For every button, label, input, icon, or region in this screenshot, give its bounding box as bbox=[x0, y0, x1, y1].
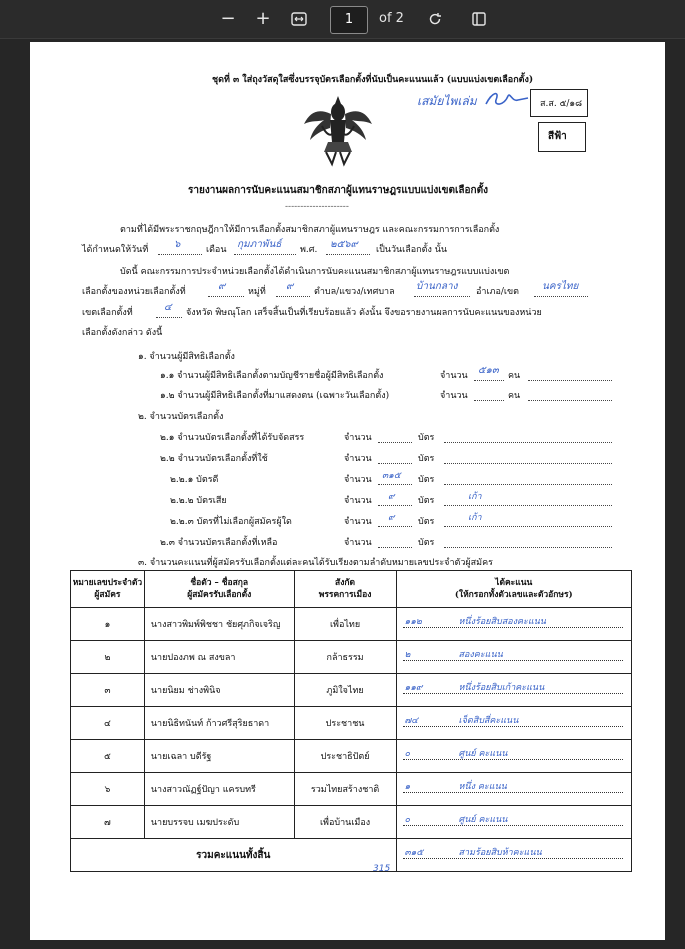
candidate-name: นายนิยม ช่างพินิจ bbox=[144, 674, 294, 707]
label-card: บัตร bbox=[418, 538, 435, 548]
garuda-emblem-icon bbox=[302, 90, 374, 168]
header-party: สังกัด พรรคการเมือง bbox=[294, 571, 396, 608]
candidate-party: ประชาธิปัตย์ bbox=[294, 740, 396, 773]
candidate-number: ๔ bbox=[71, 707, 145, 740]
votes-text: เจ็ดสิบสี่คะแนน bbox=[458, 716, 519, 726]
votes-text: ศูนย์ คะแนน bbox=[458, 749, 508, 759]
votes-text: หนึ่ง คะแนน bbox=[458, 782, 507, 792]
header-line: ชุดที่ ๓ ใส่ถุงวัสดุใสซึ่งบรรจุบัตรเลือกตั้งที่นับเป็นคะแนนแล้ว (แบบแบ่งเขตเลือกตั้ง) bbox=[212, 75, 534, 85]
header-votes: ได้คะแนน (ให้กรอกทั้งตัวเลขและตัวอักษร) bbox=[396, 571, 632, 608]
para2-zone: ๔ bbox=[164, 302, 172, 313]
candidate-number: ๒ bbox=[71, 641, 145, 674]
label-card: บัตร bbox=[418, 433, 435, 443]
para1-label-year: พ.ศ. bbox=[300, 245, 318, 255]
section-2-2: ๒.๒ จำนวนบัตรเลือกตั้งที่ใช้ bbox=[160, 454, 268, 464]
votes-number: ๒ bbox=[404, 650, 411, 660]
candidate-party: เพื่อบ้านเมือง bbox=[294, 806, 396, 839]
table-row bbox=[71, 641, 632, 674]
para2-label-unit: เลือกตั้งของหน่วยเลือกตั้งที่ bbox=[82, 287, 186, 297]
form-code: ส.ส. ๕/๑๘ bbox=[540, 99, 583, 109]
label-person: คน bbox=[508, 371, 521, 381]
page-number-input[interactable]: 1 bbox=[330, 6, 368, 34]
votes-text: ศูนย์ คะแนน bbox=[458, 815, 508, 825]
zoom-out-icon[interactable]: − bbox=[220, 8, 236, 29]
label-amount: จำนวน bbox=[440, 371, 468, 381]
para2-line1: บัดนี้ คณะกรรมการประจำหน่วยเลือกตั้งได้ดำเนินการนับคะแนนสมาชิกสภาผู้แทนราษฎรแบบแบ่งเขต bbox=[120, 267, 510, 277]
para2-line3: จังหวัด พิษณุโลก เสร็จสิ้นเป็นที่เรียบร้อยแล้ว ดังนั้น จึงขอรายงานผลการนับคะแนนของหน่วย bbox=[186, 308, 542, 318]
candidate-number: ๑ bbox=[71, 608, 145, 641]
para2-label-zone: เขตเลือกตั้งที่ bbox=[82, 308, 133, 318]
candidate-votes bbox=[396, 806, 632, 839]
viewer-toolbar bbox=[0, 0, 685, 39]
para1-year: ๒๕๖๙ bbox=[330, 239, 358, 250]
zoom-in-icon[interactable]: + bbox=[255, 8, 271, 29]
label-amount: จำนวน bbox=[344, 454, 372, 464]
header-candidate-name: ชื่อตัว – ชื่อสกุล ผู้สมัครรับเลือกตั้ง bbox=[144, 571, 294, 608]
para1-month: กุมภาพันธ์ bbox=[237, 239, 282, 250]
candidate-number: ๓ bbox=[71, 674, 145, 707]
section-2-2-2: ๒.๒.๒ บัตรเสีย bbox=[170, 496, 227, 506]
total-votes bbox=[396, 839, 632, 872]
table-row bbox=[71, 806, 632, 839]
candidate-votes bbox=[396, 740, 632, 773]
para2-label-moo: หมู่ที่ bbox=[248, 287, 266, 297]
candidate-votes bbox=[396, 608, 632, 641]
label-card: บัตร bbox=[418, 475, 435, 485]
para1-label-date: ได้กำหนดให้วันที่ bbox=[82, 245, 149, 255]
section-3: ๓. จำนวนคะแนนที่ผู้สมัครรับเลือกตั้งแต่ละคนได้รับเรียงตามลำดับหมายเลขประจำตัวผู้สมัคร bbox=[138, 558, 493, 568]
label-card: บัตร bbox=[418, 517, 435, 527]
candidate-party: ภูมิใจไทย bbox=[294, 674, 396, 707]
votes-number: ๐ bbox=[404, 815, 410, 825]
votes-number: ๑๑๒ bbox=[404, 617, 422, 627]
section-2-2-3: ๒.๒.๓ บัตรที่ไม่เลือกผู้สมัครผู้ใด bbox=[170, 517, 292, 527]
para2-label-amphoe: อำเภอ/เขต bbox=[476, 287, 519, 297]
para2-label-tambon: ตำบล/แขวง/เทศบาล bbox=[314, 287, 395, 297]
candidate-name: นายนิธิทนันท์ ก้าวศรีสุริยธาดา bbox=[144, 707, 294, 740]
candidate-name: นายบรรจบ เมฆประดับ bbox=[144, 806, 294, 839]
header-candidate-number: หมายเลขประจำตัว ผู้สมัคร bbox=[71, 571, 145, 608]
section-1-1: ๑.๑ จำนวนผู้มีสิทธิเลือกตั้งตามบัญชีรายชื่อผู้มีสิทธิเลือกตั้ง bbox=[160, 371, 384, 381]
label-amount: จำนวน bbox=[440, 391, 468, 401]
table-row bbox=[71, 608, 632, 641]
para2-unit: ๙ bbox=[218, 281, 226, 292]
section-1: ๑. จำนวนผู้มีสิทธิเลือกตั้ง bbox=[138, 352, 235, 362]
para2-moo: ๙ bbox=[286, 281, 294, 292]
candidate-name: นายปองภพ ณ สงขลา bbox=[144, 641, 294, 674]
section-2-3: ๒.๓ จำนวนบัตรเลือกตั้งที่เหลือ bbox=[160, 538, 278, 548]
table-row bbox=[71, 674, 632, 707]
page-view-icon[interactable] bbox=[466, 6, 492, 32]
title-separator: --------------------- bbox=[285, 202, 349, 212]
label-amount: จำนวน bbox=[344, 496, 372, 506]
candidate-number: ๗ bbox=[71, 806, 145, 839]
para1-end: เป็นวันเลือกตั้ง นั้น bbox=[376, 245, 447, 255]
label-person: คน bbox=[508, 391, 521, 401]
handwritten-note: เสมัยไพเล่ม bbox=[417, 94, 477, 108]
candidate-votes bbox=[396, 707, 632, 740]
candidate-name: นางสาวณัฏฐ์ปัญา แครบทรี bbox=[144, 773, 294, 806]
para1-line1: ตามที่ได้มีพระราชกฤษฎีกาให้มีการเลือกตั้งสมาชิกสภาผู้แทนราษฎร และคณะกรรมการการเลือกตั้ง bbox=[120, 225, 500, 235]
candidate-number: ๖ bbox=[71, 773, 145, 806]
page-total-label: of 2 bbox=[379, 11, 404, 26]
candidate-number: ๕ bbox=[71, 740, 145, 773]
votes-number: ๗๔ bbox=[404, 716, 419, 726]
votes-number: ๐ bbox=[404, 749, 410, 759]
fit-width-icon[interactable] bbox=[286, 6, 312, 32]
sec2-2-2-text: เก้า bbox=[468, 492, 482, 502]
votes-number: ๑ bbox=[404, 782, 411, 792]
table-row bbox=[71, 773, 632, 806]
color-label: สีฟ้า bbox=[548, 131, 567, 142]
para1-day: ๖ bbox=[174, 239, 181, 250]
candidate-party: เพื่อไทย bbox=[294, 608, 396, 641]
para1-label-month: เดือน bbox=[206, 245, 227, 255]
candidate-votes bbox=[396, 773, 632, 806]
para2-amphoe: นครไทย bbox=[542, 281, 579, 292]
document-page bbox=[30, 42, 665, 940]
votes-table bbox=[70, 570, 632, 872]
sec2-2-1-value: ๓๑๕ bbox=[382, 471, 401, 481]
total-number: ๓๑๕ bbox=[404, 848, 424, 858]
votes-text: หนึ่งร้อยสิบเก้าคะแนน bbox=[458, 683, 545, 693]
label-amount: จำนวน bbox=[344, 517, 372, 527]
votes-text: หนึ่งร้อยสิบสองคะแนน bbox=[458, 617, 546, 627]
para2-tambon: บ้านกลาง bbox=[416, 281, 458, 292]
candidate-party: กล้าธรรม bbox=[294, 641, 396, 674]
label-amount: จำนวน bbox=[344, 538, 372, 548]
total-text: สามร้อยสิบห้าคะแนน bbox=[458, 848, 542, 858]
section-1-2: ๑.๒ จำนวนผู้มีสิทธิเลือกตั้งที่มาแสดงตน (เฉพาะวันเลือกตั้ง) bbox=[160, 391, 390, 401]
sec2-2-3-text: เก้า bbox=[468, 513, 482, 523]
candidate-votes bbox=[396, 641, 632, 674]
label-card: บัตร bbox=[418, 496, 435, 506]
candidate-name: นายเฉลา บดีรัฐ bbox=[144, 740, 294, 773]
total-label: รวมคะแนนทั้งสิ้น bbox=[71, 839, 397, 872]
candidate-name: นางสาวพิมพ์พิชชา ชัยศุภกิจเจริญ bbox=[144, 608, 294, 641]
label-card: บัตร bbox=[418, 454, 435, 464]
sec2-2-2-value: ๙ bbox=[388, 492, 395, 502]
sec1-1-value: ๕๑๓ bbox=[478, 365, 499, 376]
table-total-row bbox=[71, 839, 632, 872]
votes-text: สองคะแนน bbox=[458, 650, 503, 660]
rotate-icon[interactable] bbox=[422, 6, 448, 32]
sec2-2-3-value: ๙ bbox=[388, 513, 395, 523]
table-header-row bbox=[71, 571, 632, 608]
candidate-party: รวมไทยสร้างชาติ bbox=[294, 773, 396, 806]
section-2-2-1: ๒.๒.๑ บัตรดี bbox=[170, 475, 219, 485]
label-amount: จำนวน bbox=[344, 475, 372, 485]
votes-number: ๑๑๙ bbox=[404, 683, 423, 693]
section-2-1: ๒.๑ จำนวนบัตรเลือกตั้งที่ได้รับจัดสรร bbox=[160, 433, 305, 443]
table-row bbox=[71, 707, 632, 740]
total-under-note: 315 bbox=[373, 864, 391, 874]
candidate-party: ประชาชน bbox=[294, 707, 396, 740]
label-amount: จำนวน bbox=[344, 433, 372, 443]
candidate-votes bbox=[396, 674, 632, 707]
para2-line4: เลือกตั้งดังกล่าว ดังนี้ bbox=[82, 328, 163, 338]
table-row bbox=[71, 740, 632, 773]
document-title: รายงานผลการนับคะแนนสมาชิกสภาผู้แทนราษฎรแบบแบ่งเขตเลือกตั้ง bbox=[188, 185, 488, 196]
signature-mark bbox=[482, 86, 532, 112]
section-2: ๒. จำนวนบัตรเลือกตั้ง bbox=[138, 412, 224, 422]
